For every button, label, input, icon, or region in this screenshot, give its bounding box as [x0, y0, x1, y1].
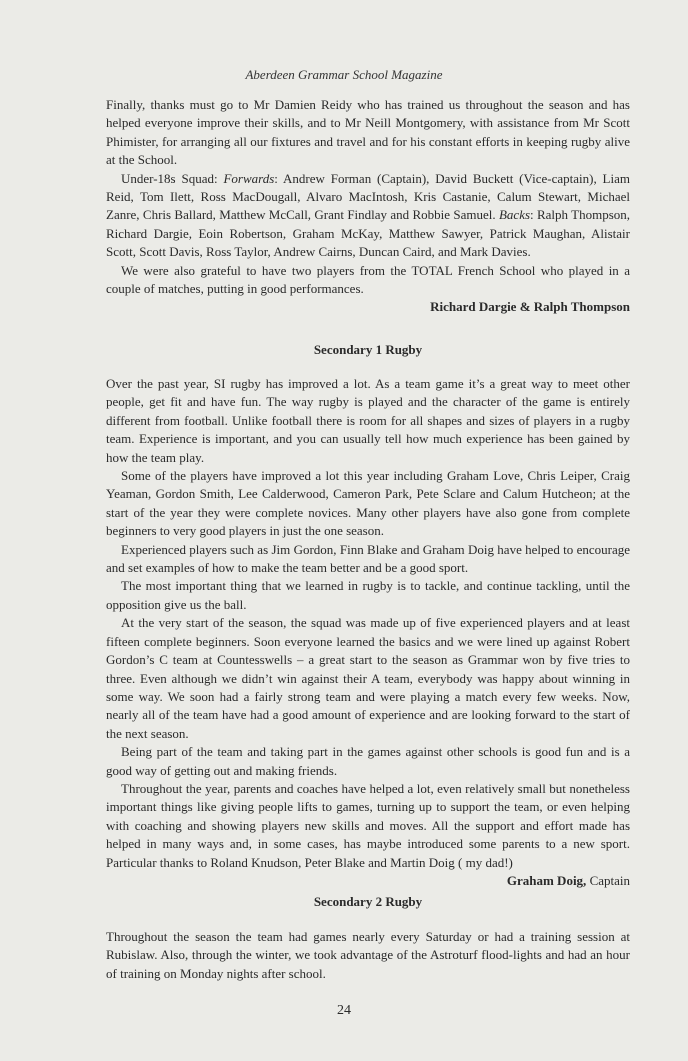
thanks-paragraph: Finally, thanks must go to Mr Damien Reidy who has trained us throughout the season and has helped everyone improve their skills, and to Mr Neill Montgomery, with assistance from Mr Scott Phimister, for arranging all our fixtures and travel and for his constant efforts in keeping rugby alive at the School.	[106, 97, 630, 168]
authors-signature: Richard Dargie & Ralph Thompson	[430, 299, 630, 315]
page-number: 24	[337, 1003, 351, 1018]
s1-paragraph: Experienced players such as Jim Gordon, Finn Blake and Graham Doig have helped to encourage and set examples of how to make the team better and be a good sport.	[106, 541, 630, 576]
s2-report	[106, 928, 630, 983]
s1-paragraph: Over the past year, SI rugby has improved a lot. As a team game it’s a great way to meet other people, get fit and have fun. The way rugby is played and the character of the game is entirely different from football. Unlike football there is room for all shapes and sizes of players in a rugby team. Experience is important, and you can usually tell how much experience has been gained by how the team play.	[106, 376, 630, 465]
s1-paragraph: Throughout the year, parents and coaches have helped a lot, even relatively small but nonetheless important things like giving people lifts to games, turning up to support the team, or even helping with coaching and showing players new skills and moves. All the support and effort made has helped in many ways and, in some cases, has maybe introduced some parents to a new sport. Particular thanks to Roland Knudson, Peter Blake and Martin Doig ( my dad!)	[106, 780, 630, 870]
under18-report	[106, 96, 630, 317]
s1-heading: Secondary 1 Rugby	[313, 342, 423, 357]
s1-report	[106, 375, 630, 890]
s1-paragraph: At the very start of the season, the squad was made up of five experienced players and at least fifteen complete beginners. Soon everyone learned the basics and we were lined up against Robert Gordon’s C team at Countesswells – a great start to the season as Grammar won by five tries to three. Even although we didn’t win against their A team, everybody was happy about winning in some way. We soon had a fairly strong team and were playing a match every few weeks. Now, nearly all of the team have had a good amount of experience and are looking forward to the start of the next season.	[106, 615, 630, 741]
s2-paragraph: Throughout the season the team had games nearly every Saturday or had a training session at Rubislaw. Also, through the winter, we took advantage of the Astroturf flood-lights and had an hour of training on Monday nights after school.	[106, 929, 630, 981]
french-school-paragraph: We were also grateful to have two players from the TOTAL French School who played in a couple of matches, putting in good performances.	[106, 262, 630, 297]
s1-paragraph: Being part of the team and taking part in the games against other schools is good fun and is a good way of getting out and making friends.	[106, 744, 630, 778]
squad-paragraph: Under-18s Squad: Forwards: Andrew Forman (Captain), David Buckett (Vice-captain), Liam Reid, Tom Ilett, Ross MacDougall, Alvaro MacIntosh, Kris Castanie, Calum Stewart, Michael Zanre, Chris Ballard, Matthew McCall, Grant Findlay and Robbie Samuel. Backs: Ralph Thompson, Richard Dargie, Eoin Robertson, Graham McKay, Matthew Sawyer, Patrick Maughan, Alistair Scott, Scott Davis, Ross Taylor, Andrew Cairns, Duncan Caird, and Mark Davies.	[106, 170, 630, 260]
s1-paragraph: Some of the players have improved a lot this year including Graham Love, Chris Leiper, Craig Yeaman, Gordon Smith, Lee Calderwood, Cameron Park, Pete Sclare and Calum Hutcheon; at the start of the year they were complete novices. Many other players have also gone from complete beginners to very good players in just the one season.	[106, 468, 630, 539]
running-header: Aberdeen Grammar School Magazine	[245, 67, 443, 82]
captain-signature: Graham Doig, Captain	[506, 872, 630, 888]
s1-paragraph: The most important thing that we learned in rugby is to tackle, and continue tackling, until the opposition give us the ball.	[106, 578, 630, 612]
s2-heading: Secondary 2 Rugby	[313, 894, 423, 909]
